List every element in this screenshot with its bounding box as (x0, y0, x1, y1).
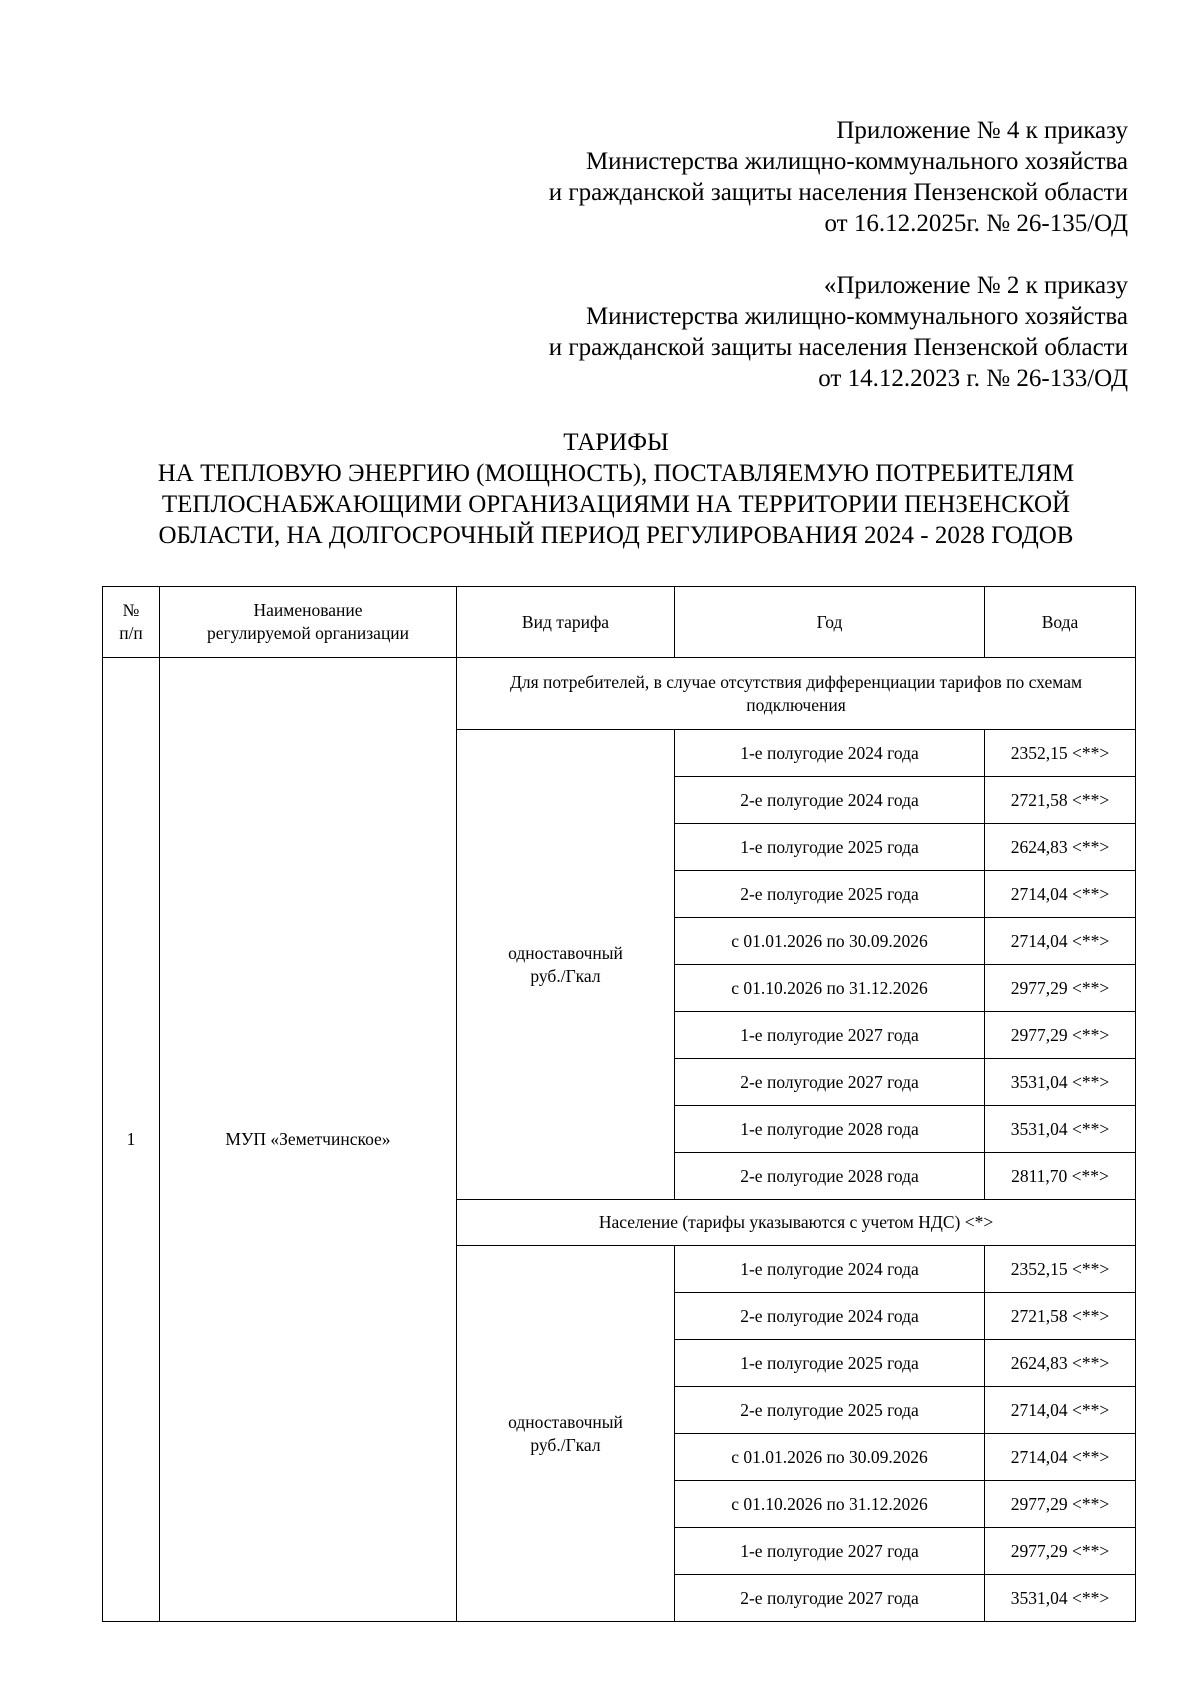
header-year: Год (675, 587, 985, 658)
period-cell: с 01.10.2026 по 31.12.2026 (675, 965, 985, 1012)
tariffs-table (102, 586, 1136, 1622)
appendix-current-line: Приложение № 4 к приказу (836, 117, 1128, 144)
water-tariff-cell: 2352,15 <**> (985, 1246, 1136, 1293)
water-tariff-cell: 2977,29 <**> (985, 1481, 1136, 1528)
water-tariff-cell: 3531,04 <**> (985, 1575, 1136, 1622)
water-tariff-cell: 2714,04 <**> (985, 1387, 1136, 1434)
tariff-type-cell (457, 730, 675, 1200)
period-cell: 2-е полугодие 2025 года (675, 1387, 985, 1434)
period-cell: 2-е полугодие 2024 года (675, 1293, 985, 1340)
water-tariff-cell: 3531,04 <**> (985, 1059, 1136, 1106)
period-cell: 1-е полугодие 2025 года (675, 824, 985, 871)
period-cell: 1-е полугодие 2027 года (675, 1012, 985, 1059)
water-tariff-cell: 2714,04 <**> (985, 871, 1136, 918)
header-number: № п/п (103, 587, 160, 658)
appendix-current-line: от 16.12.2025г. № 26-135/ОД (824, 210, 1128, 237)
appendix-previous-line: Министерства жилищно-коммунального хозяйства (585, 303, 1128, 330)
period-cell: 2-е полугодие 2024 года (675, 777, 985, 824)
water-tariff-cell: 2811,70 <**> (985, 1153, 1136, 1200)
period-cell: с 01.01.2026 по 30.09.2026 (675, 918, 985, 965)
water-tariff-cell: 2624,83 <**> (985, 1340, 1136, 1387)
water-tariff-cell: 2714,04 <**> (985, 1434, 1136, 1481)
table-header-row (103, 587, 1136, 658)
period-cell: 2-е полугодие 2025 года (675, 871, 985, 918)
appendix-previous-header (549, 270, 1128, 394)
row-number-cell: 1 (103, 658, 160, 1622)
tariff-unit-line: руб./Гкал (530, 965, 601, 986)
period-cell: 1-е полугодие 2028 года (675, 1106, 985, 1153)
title-line: НА ТЕПЛОВУЮ ЭНЕРГИЮ (МОЩНОСТЬ), ПОСТАВЛЯЕМУЮ ПОТРЕБИТЕЛЯМ (157, 460, 1075, 487)
section-header-row (103, 658, 1136, 730)
period-cell: 1-е полугодие 2024 года (675, 730, 985, 777)
appendix-current-line: Министерства жилищно-коммунального хозяйства (585, 148, 1128, 175)
appendix-previous-line: и гражданской защиты населения Пензенской области (548, 334, 1128, 361)
header-water: Вода (985, 587, 1136, 658)
water-tariff-cell: 2714,04 <**> (985, 918, 1136, 965)
title-line: ОБЛАСТИ, НА ДОЛГОСРОЧНЫЙ ПЕРИОД РЕГУЛИРОВАНИЯ 2024 - 2028 ГОДОВ (158, 522, 1074, 549)
period-cell: 1-е полугодие 2025 года (675, 1340, 985, 1387)
tariff-type-cell (457, 1246, 675, 1622)
appendix-previous-line: «Приложение № 2 к приказу (823, 272, 1128, 299)
appendix-current-header (549, 115, 1128, 239)
appendix-current-line: и гражданской защиты населения Пензенской области (548, 179, 1128, 206)
water-tariff-cell: 2624,83 <**> (985, 824, 1136, 871)
title-line: ТАРИФЫ (563, 429, 669, 456)
period-cell: 2-е полугодие 2028 года (675, 1153, 985, 1200)
tariff-unit-line: руб./Гкал (530, 1434, 601, 1455)
water-tariff-cell: 2352,15 <**> (985, 730, 1136, 777)
period-cell: 2-е полугодие 2027 года (675, 1575, 985, 1622)
period-cell: 1-е полугодие 2027 года (675, 1528, 985, 1575)
water-tariff-cell: 2721,58 <**> (985, 777, 1136, 824)
tariff-type-line: одноставочный (508, 1411, 623, 1432)
tariff-type-line: одноставочный (508, 942, 623, 963)
water-tariff-cell: 2977,29 <**> (985, 1528, 1136, 1575)
header-tariff-type: Вид тарифа (457, 587, 675, 658)
period-cell: с 01.01.2026 по 30.09.2026 (675, 1434, 985, 1481)
water-tariff-cell: 2977,29 <**> (985, 965, 1136, 1012)
water-tariff-cell: 2977,29 <**> (985, 1012, 1136, 1059)
header-organization: Наименование регулируемой организации (160, 587, 457, 658)
document-title (100, 427, 1132, 551)
appendix-previous-line: от 14.12.2023 г. № 26-133/ОД (818, 365, 1128, 392)
period-cell: 1-е полугодие 2024 года (675, 1246, 985, 1293)
section-label: Для потребителей, в случае отсутствия дифференциации тарифов по схемам подключения (457, 658, 1136, 730)
water-tariff-cell: 3531,04 <**> (985, 1106, 1136, 1153)
period-cell: 2-е полугодие 2027 года (675, 1059, 985, 1106)
water-tariff-cell: 2721,58 <**> (985, 1293, 1136, 1340)
period-cell: с 01.10.2026 по 31.12.2026 (675, 1481, 985, 1528)
section-label: Население (тарифы указываются с учетом НДС) <*> (457, 1200, 1136, 1246)
organization-cell: МУП «Земетчинское» (160, 658, 457, 1622)
title-line: ТЕПЛОСНАБЖАЮЩИМИ ОРГАНИЗАЦИЯМИ НА ТЕРРИТОРИИ ПЕНЗЕНСКОЙ (161, 491, 1071, 518)
